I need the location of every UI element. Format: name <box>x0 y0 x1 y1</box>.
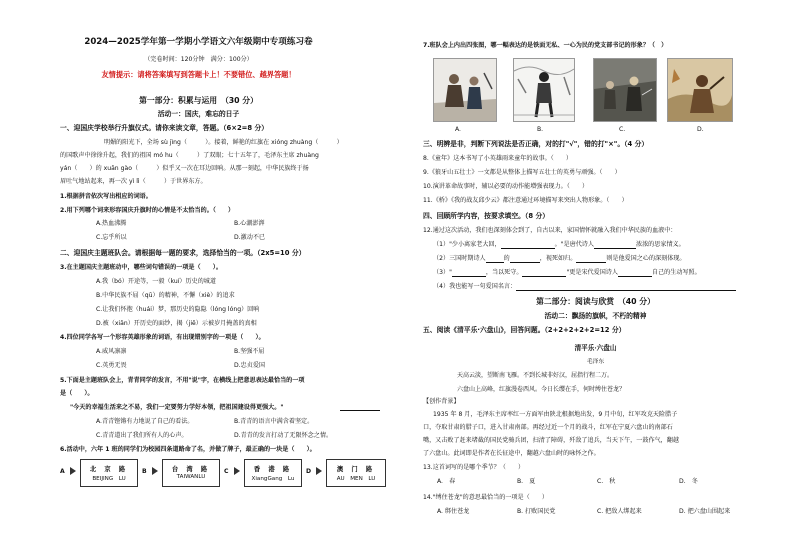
q5-option-b: B.青青的语言中满含着坚定。 <box>234 418 314 425</box>
part2-heading: 第二部分：阅读与欣赏 （40 分） <box>536 297 655 306</box>
section4-heading: 四、回顾所学内容，按要求填空。（8 分） <box>423 212 550 220</box>
q13-option-a: A. 春 <box>437 478 456 485</box>
exam-title: 2024—2025学年第一学期小学语文六年级期中专项练习卷 <box>84 37 313 47</box>
arrow-icon <box>152 467 158 475</box>
blank <box>576 256 606 263</box>
question-8: 8.《童年》这本书写了小英雄雨来童年的故事。（ ） <box>423 155 573 162</box>
passage-line-1: 明媚的阳光下，全场 sù jìng（ ）。接着，鲜艳的红旗在 xióng zhuàng（ ） <box>104 139 343 146</box>
poem-author: 毛泽东 <box>586 359 605 365</box>
question-6: 6.活动中，六年 1 班的同学们为校园四条道路命了名，并做了牌子，最正确的一块是（ ）。 <box>60 446 316 453</box>
road-sign-b <box>162 459 220 487</box>
question-7: 7.班队会上内出四张图，哪一幅表达的是铁面无私、一心为民的党支部书记的形象？（ ） <box>423 42 668 49</box>
q12-item-4: （4）我也能写一句爱国名言： <box>433 283 736 291</box>
question-12: 12.通过这次活动，我们也深刻体会到了，自古以来，家国情怀就融入我们中华民族的血液中： <box>423 227 677 234</box>
road-sign-c-name: 香 港 路 <box>253 466 293 473</box>
passage-line-4: 眉吐气地站起来，再一次 yì lì（ ）于世界东方。 <box>60 178 207 185</box>
road-sign-a-name: 北 京 路 <box>89 466 129 473</box>
q5-option-a: A.青青铿锵有力地说了自己的看法。 <box>96 418 194 425</box>
question-4: 4.四位同学各写一个形容英雄形象的词语，有出现错别字的一项是（ ）。 <box>60 334 265 341</box>
question-1: 1.根据拼音依次写出相应的词语。 <box>60 193 152 200</box>
passage-line-3: yán（ ）的 xuān gào（ ）似乎又一次在耳边回响。从那一刻起，中华民族终于扬 <box>60 165 309 172</box>
q14-option-a: A. 绑住苍龙 <box>437 508 470 515</box>
question-3: 3.在主题国庆主题班动中，哪些词句错误的一项是（ ）。 <box>60 264 222 271</box>
question-11: 11.《桥》《我的战友邱少云》都注意通过环境描写来突出人物形象。（ ） <box>423 197 628 204</box>
q12-item-2: （2）三国时期诗人 的 ，视死如归。 则是他爱国之心的深刻体现。 <box>433 255 686 262</box>
q14-option-c: C. 把敌人绑起来 <box>597 508 642 515</box>
passage-line-2: 的国歌声中徐徐升起，我们的祖国 mó hu（ ）了双眼；七十五年了，毛泽东主席 zhuàng <box>60 152 319 159</box>
sign-label-b: B <box>142 468 147 475</box>
q12-item-1: （1）"少小离家老大回， 。"是唐代诗人 浓浓的思家情义。 <box>433 241 685 248</box>
question-2: 2.用下列哪个词来形容国庆升旗时的心情是不太恰当的。（ ） <box>60 207 235 214</box>
sign-label-d: D <box>306 468 312 475</box>
caption-c: C. <box>619 126 626 133</box>
q12-item-3: （3）" ，当以死守。 "更是宋代爱国诗人 自己的生动写照。 <box>433 269 701 276</box>
q3-option-b: B.中华民族不屈（qū）的精神，不懈（xiè）的追求 <box>96 292 235 299</box>
q5-answer-blank <box>340 404 380 411</box>
background-line-2: 口，夺取甘肃的腊子口，进入甘肃南部。再经过近一个月的战斗，红军在宁夏六盘山的南部石 <box>423 424 673 431</box>
road-sign-a-pinyin: BEIJING LU <box>92 476 126 482</box>
activity1-heading: 活动一：国庆，难忘的日子 <box>157 110 240 118</box>
section1-heading: 一、迎国庆学校举行升旗仪式。请你来读文章，答题。（6×2=8 分） <box>60 124 269 132</box>
blank <box>522 270 566 277</box>
background-line-1: 1935 年 8 月，毛泽东主席率红一方面军由陕北根据地出发，9 月中旬，红军攻克天险腊子 <box>433 411 678 418</box>
arrow-icon <box>316 467 322 475</box>
road-sign-c <box>244 459 302 487</box>
road-sign-d-pinyin: AU MEN LU <box>336 476 376 482</box>
q13-option-d: D. 冬 <box>679 478 698 485</box>
sign-label-c: C <box>224 468 229 475</box>
q4-option-b: B.坚强不屈 <box>234 348 265 355</box>
question-14: 14."缚住苍龙"的意思最恰当的一项是（ ） <box>423 494 548 501</box>
question-5-line1: 5.下面是主题班队会上，青青同学的发言，不用"说"字，在横线上把意思表达最恰当的一项 <box>60 377 305 384</box>
blank <box>486 256 504 263</box>
road-sign-c-pinyin: XiangGang Lu <box>251 476 295 482</box>
q5-option-d: D.青青的发言打动了无限怀念之情。 <box>234 432 333 439</box>
blank <box>501 242 555 249</box>
q14-option-d: D. 把六盘山围起来 <box>679 508 731 515</box>
background-heading: 【创作背景】 <box>423 398 460 405</box>
caption-d: D. <box>697 126 704 133</box>
illustration-c <box>593 58 657 122</box>
question-5-line2: 是（ ）。 <box>60 390 94 397</box>
q3-option-d: D.被（xiān）开历史的面纱，揭（jiē）示被岁月掩盖的真相 <box>96 320 257 327</box>
q14-option-b: B. 打败国民党 <box>517 508 556 515</box>
section2-heading: 二、迎国庆主题班队会。请根据每一题的要求，选择恰当的一项。（2x5=10 分） <box>60 249 306 257</box>
question-10: 10.演讲革命故事时，辅以必要的动作能增强表现力。（ ） <box>423 183 589 190</box>
q4-option-a: A.威风凛凛 <box>96 348 127 355</box>
q5-quote: "今天的幸福生活来之不易，我们一定要努力学好本领，把祖国建设得更强大。" <box>70 404 284 411</box>
blank <box>510 256 540 263</box>
q2-option-b: B.心潮澎湃 <box>234 220 265 227</box>
q2-option-a: A.热血沸腾 <box>96 220 127 227</box>
right-column <box>397 0 794 546</box>
q5-option-c: C.青青道出了我们所有人的心声。 <box>96 432 188 439</box>
poem-title: 清平乐·六盘山 <box>574 344 617 352</box>
background-line-4: 了六盘山。此词即是作者在长征途中，翻越六盘山时的咏怀之作。 <box>423 450 600 457</box>
arrow-icon <box>70 467 76 475</box>
illustration-b <box>513 58 575 122</box>
road-sign-d-name: 澳 门 路 <box>336 466 376 473</box>
arrow-icon <box>234 467 240 475</box>
friendly-tip: 友情提示：请将答案填写到答题卡上！不要错位、越界答题！ <box>101 70 296 79</box>
background-line-3: 嘴，又击败了赶来堵截的国民党骑兵团，扫清了障碍，歼敌了追兵，当天下午，一鼓作气，翻越 <box>423 437 679 444</box>
sign-label-a: A <box>60 468 65 475</box>
question-9: 9.《狼牙山五壮士》一文都是从整体上描写五壮士的英勇与顽强。（ ） <box>423 169 621 176</box>
caption-b: B. <box>537 126 544 133</box>
activity2-heading: 活动二：飘扬的旗帜，不朽的精神 <box>544 312 647 320</box>
q3-option-c: C.让我们怀抱（huái）梦，那历史的隐隐（lóng lóng）回响 <box>96 306 260 313</box>
road-sign-a <box>80 459 138 487</box>
caption-a: A. <box>455 126 461 133</box>
exam-meta: （完卷时间：120分钟 满分：100分） <box>144 56 253 63</box>
q2-option-d: D.激动不已 <box>234 234 266 241</box>
q3-option-a: A.我（bó）开途等，一毅（kuí）历史的城道 <box>96 278 216 285</box>
q13-option-b: B. 夏 <box>517 478 536 485</box>
poem-line-2: 六盘山上高峰，红旗漫卷西风。今日长缨在手，何时缚住苍龙？ <box>457 386 626 393</box>
illustration-a <box>433 58 497 122</box>
q4-option-d: D.忠贞爱国 <box>234 362 266 369</box>
blank <box>516 284 736 291</box>
section3-heading: 三、明辨是非，判断下列说法是否正确，对的打"√"，错的打"×"。（4 分） <box>423 140 649 148</box>
blank <box>618 270 652 277</box>
road-sign-b-pinyin: TAIWANLU <box>176 474 206 480</box>
q13-option-c: C. 秋 <box>597 478 616 485</box>
q2-option-c: C.忘乎所以 <box>96 234 127 241</box>
section5-heading: 五、阅读《清平乐·六盘山》，回答问题。（2+2+2+2+2=12 分） <box>423 326 626 334</box>
blank <box>452 270 486 277</box>
road-sign-d <box>326 459 386 487</box>
road-sign-b-name: 台 湾 路 <box>171 466 211 473</box>
blank <box>594 242 636 249</box>
part1-heading: 第一部分：积累与运用 （30 分） <box>139 96 258 105</box>
poem-line-1: 天高云淡，望断南飞雁。不到长城非好汉，屈指行程二万。 <box>457 372 614 379</box>
illustration-d <box>667 58 733 122</box>
question-13: 13.这首词写的是哪个季节？（ ） <box>423 464 525 471</box>
q4-option-c: C.英勇无畏 <box>96 362 127 369</box>
